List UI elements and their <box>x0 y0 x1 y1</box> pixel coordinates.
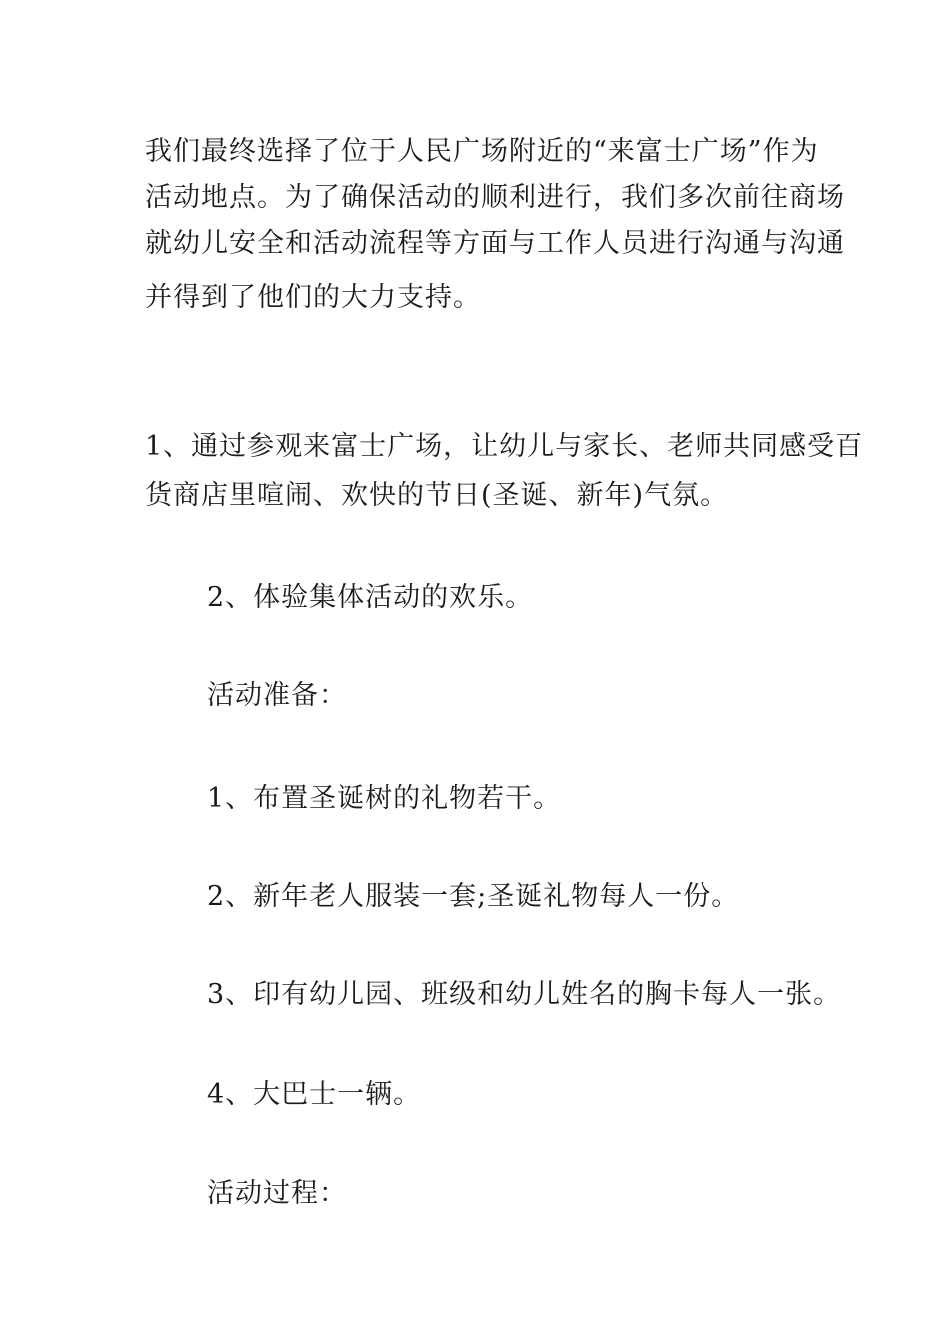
goal-2: 2、体验集体活动的欢乐。 <box>207 582 534 613</box>
intro-line-1: 我们最终选择了位于人民广场附近的“来富士广场”作为 <box>145 136 819 167</box>
preparation-item-1: 1、布置圣诞树的礼物若干。 <box>207 783 562 814</box>
goal-1-line-2: 货商店里喧闹、欢快的节日(圣诞、新年)气氛。 <box>145 480 729 511</box>
process-heading: 活动过程： <box>207 1178 347 1209</box>
preparation-item-4: 4、大巴士一辆。 <box>207 1079 422 1110</box>
intro-line-4: 并得到了他们的大力支持。 <box>145 282 481 313</box>
preparation-item-2: 2、新年老人服装一套;圣诞礼物每人一份。 <box>207 881 740 912</box>
preparation-item-3: 3、印有幼儿园、班级和幼儿姓名的胸卡每人一张。 <box>207 979 842 1010</box>
preparation-heading: 活动准备： <box>207 680 347 711</box>
intro-line-3: 就幼儿安全和活动流程等方面与工作人员进行沟通与沟通 <box>145 228 845 259</box>
goal-1-line-1: 1、通过参观来富士广场，让幼儿与家长、老师共同感受百 <box>145 431 864 462</box>
intro-line-2: 活动地点。为了确保活动的顺利进行，我们多次前往商场 <box>145 182 845 213</box>
